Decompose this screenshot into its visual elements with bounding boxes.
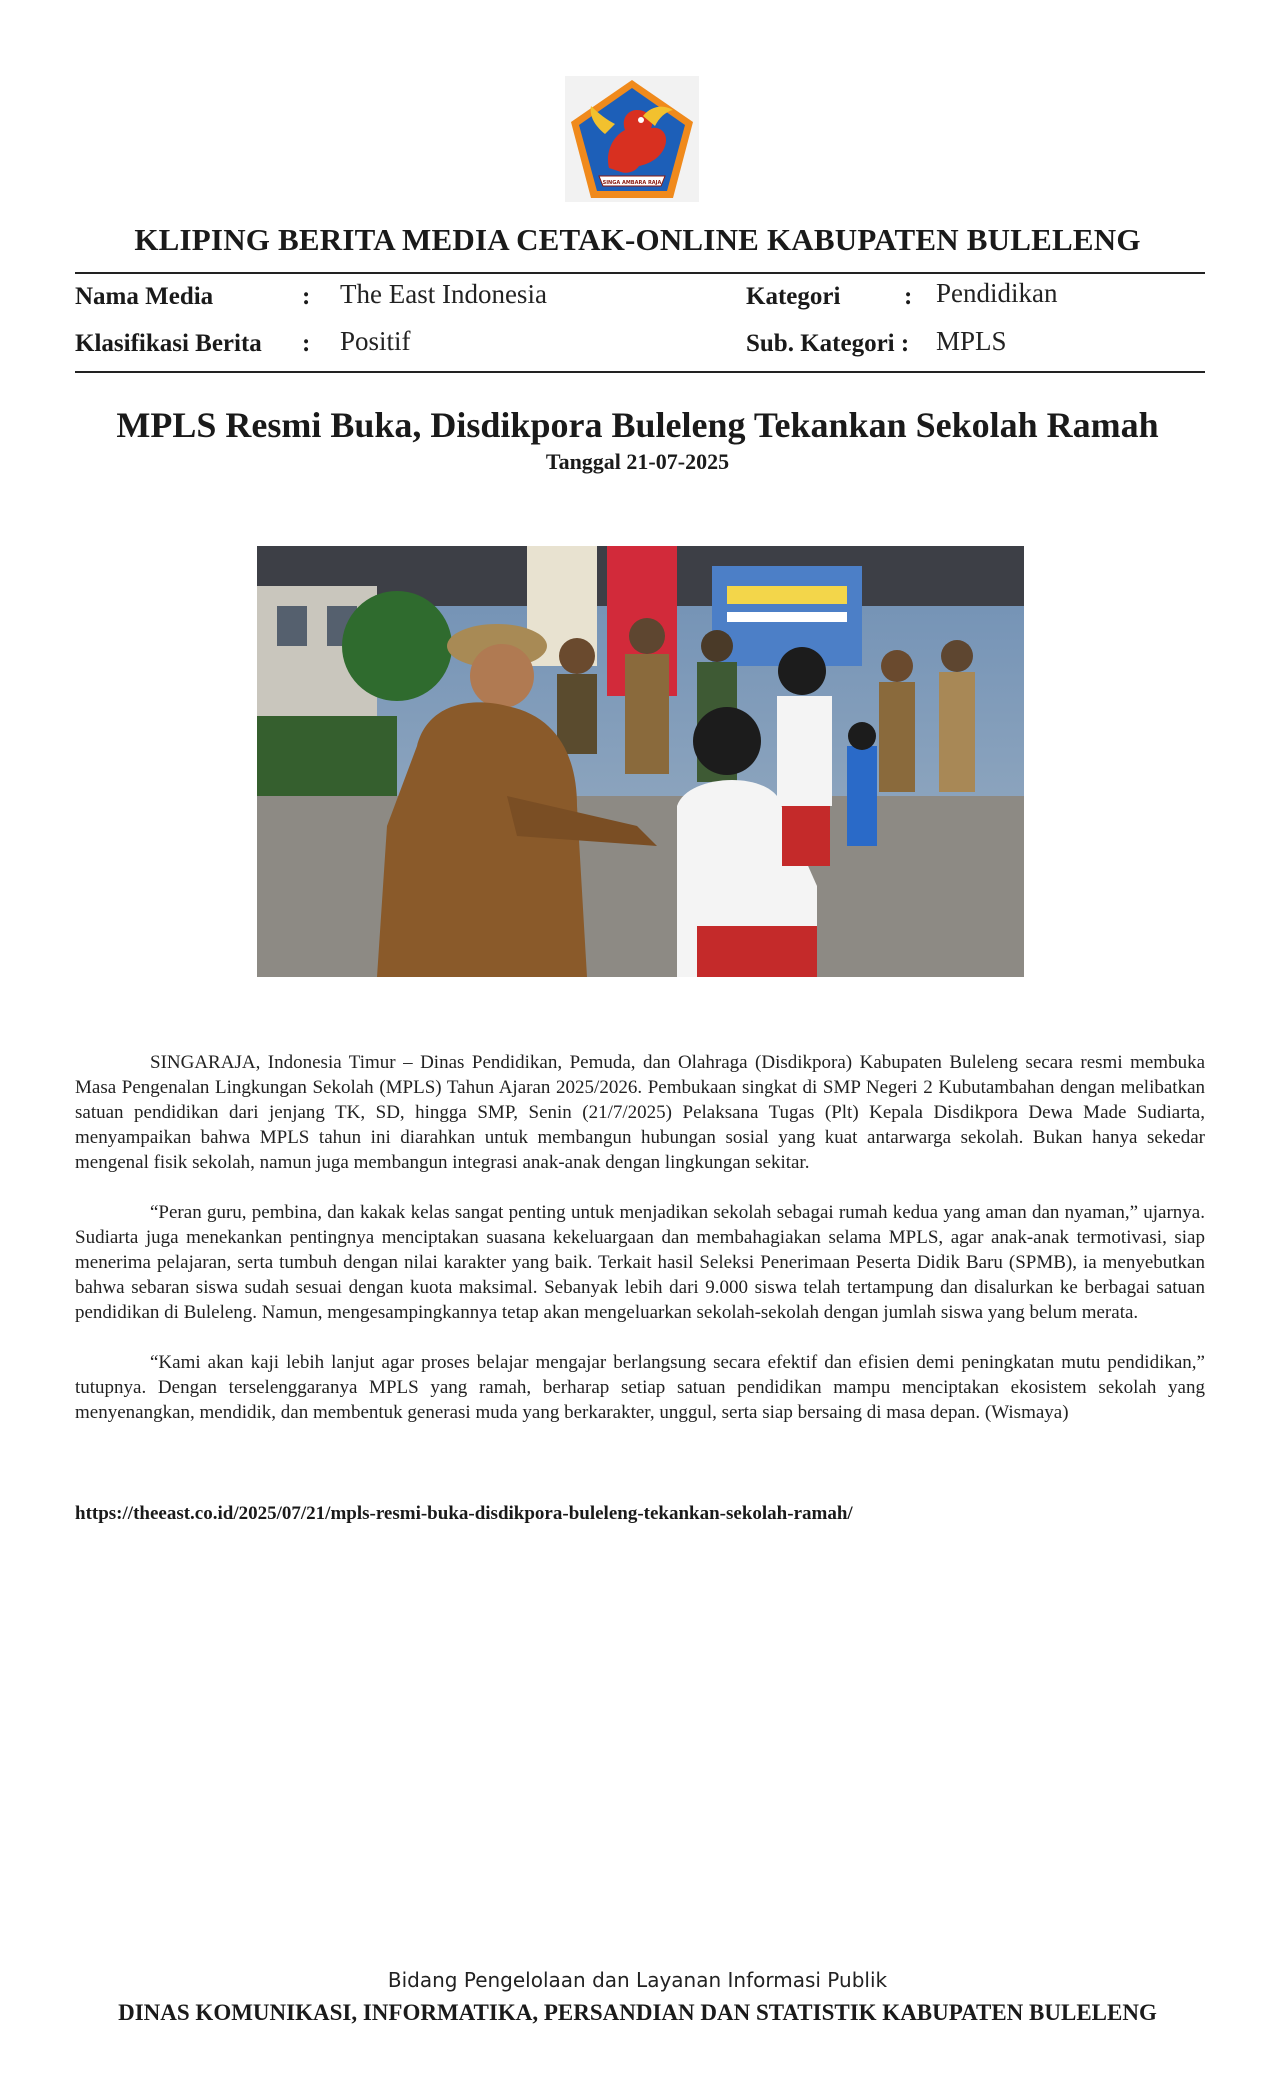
kategori-colon: : (904, 283, 913, 310)
article-date: Tanggal 21-07-2025 (545, 449, 730, 474)
klasifikasi-colon: : (302, 330, 311, 357)
media-label: Nama Media (75, 283, 214, 310)
article-paragraph: SINGARAJA, Indonesia Timur – Dinas Pendidikan, Pemuda, dan Olahraga (Disdikpora) Kabupaten Buleleng secara resmi membuka Masa Pengenalan Lingkungan Sekolah (MPLS) Tahun Ajaran 2025/2026. Pembukaan singkat di SMP Negeri 2 Kubutambahan dengan melibatkan satuan pendidikan dari jenjang TK, SD, hingga SMP, Senin (21/7/2025) Pelaksana Tugas (Plt) Kepala Disdikpora Dewa Made Sudiarta, menyampaikan bahwa MPLS tahun ini diarahkan untuk membangun hubungan sosial yang kuat antarwarga sekolah. Bukan hanya sekedar mengenal fisik sekolah, namun juga membangun integrasi anak-anak dengan lingkungan sekitar. (75, 1052, 1205, 1173)
klasifikasi-label: Klasifikasi Berita (75, 330, 262, 357)
article-title: MPLS Resmi Buka, Disdikpora Buleleng Tekankan Sekolah Ramah (116, 405, 1159, 445)
article-paragraph: “Peran guru, pembina, dan kakak kelas sangat penting untuk menjadikan sekolah sebagai rumah kedua yang aman dan nyaman,” ujarnya. Sudiarta juga menekankan pentingnya menciptakan suasana kekeluargaan dan membahagiakan selama MPLS, agar anak-anak termotivasi, siap menerima pelajaran, serta tumbuh dengan nilai karakter yang baik. Terkait hasil Seleksi Penerimaan Peserta Didik Baru (SPMB), ia menyebutkan bahwa sebaran siswa sudah sesuai dengan kuota maksimal. Sebanyak lebih dari 9.000 siswa telah tertampung dan disalurkan ke berbagai satuan pendidikan di Buleleng. Namun, mengesampingkannya tetap akan mengeluarkan sekolah-sekolah dengan jumlah siswa yang belum merata. (75, 1202, 1205, 1323)
kategori-label: Kategori (746, 283, 841, 310)
media-value: The East Indonesia (340, 279, 547, 309)
header-divider-top (75, 272, 1205, 274)
subkategori-label: Sub. Kategori : (746, 330, 910, 357)
footer-subtitle: Bidang Pengelolaan dan Layanan Informasi Publik (387, 1968, 888, 1992)
clipping-header-title: KLIPING BERITA MEDIA CETAK-ONLINE KABUPATEN BULELENG (134, 222, 1141, 257)
buleleng-logo (565, 76, 699, 202)
subkategori-value: MPLS (936, 326, 1007, 356)
buleleng-crest-icon (565, 76, 699, 202)
source-url-link[interactable]: https://theeast.co.id/2025/07/21/mpls-resmi-buka-disdikpora-buleleng-tekankan-sekolah-ramah/ (75, 1503, 853, 1524)
logo-motto: SINGA AMBARA RAJA (602, 180, 662, 186)
article-paragraph: “Kami akan kaji lebih lanjut agar proses belajar mengajar berlangsung secara efektif dan efisien demi peningkatan mutu pendidikan,” tutupnya. Dengan terselenggaranya MPLS yang ramah, berharap setiap satuan pendidikan mampu menciptakan ekosistem sekolah yang menyenangkan, mendidik, dan membentuk generasi muda yang berkarakter, unggul, serta siap bersaing di masa depan. (Wismaya) (75, 1352, 1205, 1423)
media-colon: : (302, 283, 311, 310)
klasifikasi-value: Positif (340, 326, 411, 356)
article-photo (257, 546, 1024, 977)
header-divider-bottom (75, 371, 1205, 373)
kategori-value: Pendidikan (936, 278, 1058, 308)
mpls-ceremony-photo (257, 546, 1024, 977)
footer-title: DINAS KOMUNIKASI, INFORMATIKA, PERSANDIAN DAN STATISTIK KABUPATEN BULELENG (118, 2000, 1157, 2025)
article-body (75, 1050, 1205, 1450)
